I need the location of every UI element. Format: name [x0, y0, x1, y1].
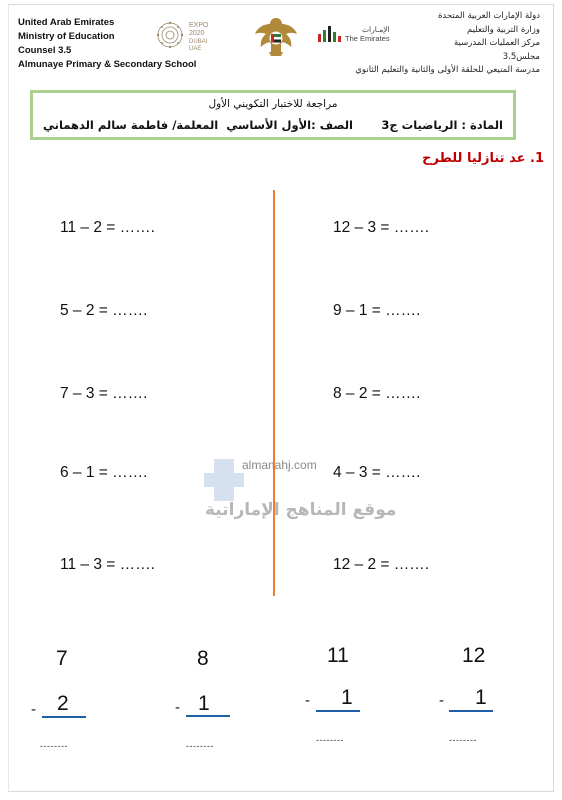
equation-left-4: 6 – 1 = ……. [60, 464, 148, 481]
ministry-name: Ministry of Education [18, 31, 115, 42]
vertical-problem-minuend: 11 [327, 644, 349, 667]
minus-sign: - [31, 701, 36, 718]
emirates-ar-text: الإمـارات [361, 25, 390, 34]
title-box [30, 90, 516, 140]
equation-right-2: 9 – 1 = ……. [333, 302, 421, 319]
answer-blank: -------- [40, 741, 68, 751]
emirates-en-text: The Emirates [345, 34, 390, 43]
school-name-ar: مدرسة المنيعي للحلقة الأولى والثانية والتعليم الثانوي [355, 65, 540, 75]
vertical-problem-subtrahend: 2 [57, 692, 69, 715]
subject-label: المادة : الرياضيات ج3 [381, 118, 503, 132]
answer-line [316, 710, 360, 712]
expo-text-1: EXPO [189, 22, 209, 29]
answer-line [42, 716, 86, 718]
question-heading: 1. عد تنازليا للطرح [422, 151, 544, 166]
equation-right-3: 8 – 2 = ……. [333, 385, 421, 402]
watermark-arabic-text: موقع المناهج الإماراتية [205, 500, 397, 520]
equation-left-3: 7 – 3 = ……. [60, 385, 148, 402]
minus-sign: - [175, 699, 180, 716]
equation-right-5: 12 – 2 = ……. [333, 556, 430, 573]
equation-left-1: 11 – 2 = ……. [60, 219, 155, 236]
equation-left-2: 5 – 2 = ……. [60, 302, 148, 319]
grade-label: الصف :الأول الأساسي [226, 118, 353, 132]
answer-line [449, 710, 493, 712]
expo-text-4: UAE [189, 46, 202, 52]
country-name: United Arab Emirates [18, 17, 115, 28]
equation-left-5: 11 – 3 = ……. [60, 556, 155, 573]
header-arabic [340, 10, 540, 78]
expo-2020-logo [156, 18, 226, 52]
equation-right-1: 12 – 3 = ……. [333, 219, 430, 236]
answer-line [186, 715, 230, 717]
minus-sign: - [439, 692, 444, 709]
school-name: Almunaye Primary & Secondary School [18, 59, 197, 70]
watermark-site-text: almanahj.com [242, 458, 317, 472]
answer-blank: -------- [449, 735, 477, 745]
council-ar: مجلس3.5 [502, 51, 540, 62]
answer-blank: -------- [316, 735, 344, 745]
minus-sign: - [305, 692, 310, 709]
worksheet-title: مراجعة للاختبار التكويني الأول [208, 98, 338, 110]
ministry-name-ar: وزارة التربية والتعليم [467, 24, 540, 35]
vertical-problem-minuend: 8 [197, 647, 209, 670]
answer-blank: -------- [186, 741, 214, 751]
country-name-ar: دولة الإمارات العربية المتحدة [437, 11, 540, 21]
equation-right-4: 4 – 3 = ……. [333, 464, 421, 481]
teacher-label: المعلمة/ فاطمة سالم الدهماني [43, 118, 219, 132]
expo-text-2: 2020 [189, 30, 205, 37]
counsel-name: Counsel 3.5 [18, 45, 72, 56]
vertical-problem-minuend: 12 [462, 644, 486, 667]
vertical-problem-subtrahend: 1 [341, 686, 353, 709]
vertical-problem-minuend: 7 [56, 647, 68, 670]
uae-emblem-icon [252, 14, 300, 58]
vertical-problem-subtrahend: 1 [198, 692, 210, 715]
operations-center-ar: مركز العمليات المدرسية [454, 38, 540, 48]
vertical-problem-subtrahend: 1 [475, 686, 487, 709]
expo-text-3: DUBAI [189, 39, 208, 45]
